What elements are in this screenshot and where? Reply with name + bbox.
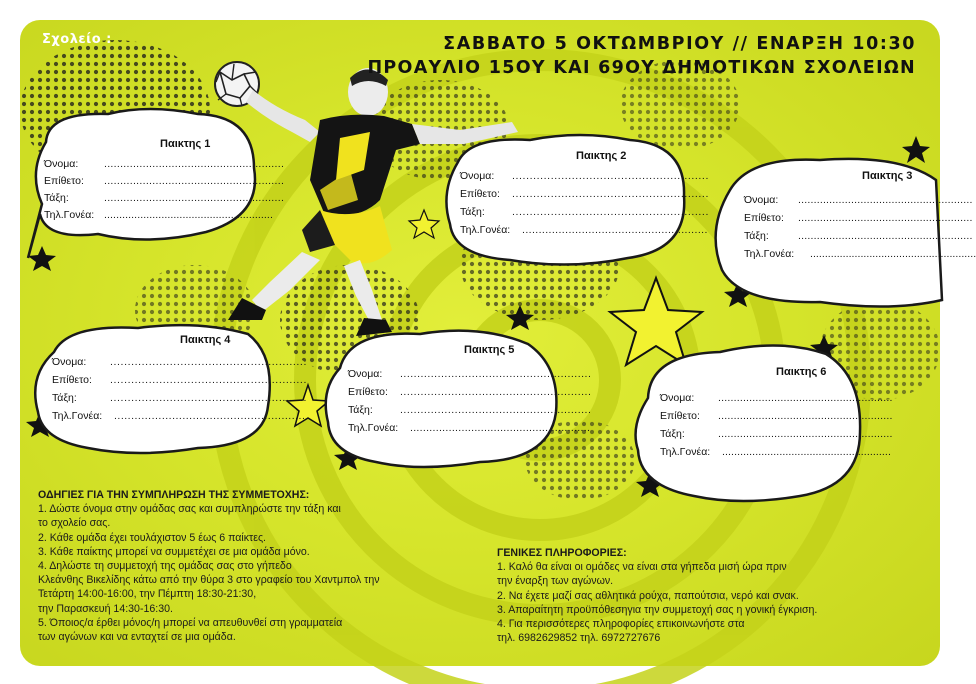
name-field[interactable]: Όνομα: ........................................................ <box>44 158 285 170</box>
class-field[interactable]: Τάξη: ........................................................ <box>744 230 973 242</box>
player-card-2 <box>440 132 709 268</box>
player-card-5 <box>320 320 592 472</box>
general-info-title: ΓΕΝΙΚΕΣ ΠΛΗΡΟΦΟΡΙΕΣ: <box>497 547 627 559</box>
instruction-line: 1. Δώστε όνομα στην ομάδας σας και συμπληρώστε την τάξη και <box>38 503 341 516</box>
instructions-block <box>38 488 468 644</box>
surname-field[interactable]: Επίθετο: ........................................................ <box>460 188 709 200</box>
event-date-time: ΣΑΒΒΑΤΟ 5 ΟΚΤΩΜΒΡΙΟΥ // ΕΝΑΡΞΗ 10:30 <box>443 34 916 54</box>
class-field[interactable]: Τάξη: ........................................................ <box>44 192 285 204</box>
class-field[interactable]: Τάξη: ........................................................ <box>660 428 893 440</box>
class-field[interactable]: Τάξη: ........................................................ <box>52 392 307 404</box>
player-title: Παικτης 2 <box>576 150 627 162</box>
instruction-line: 4. Δηλώστε τη συμμετοχή της ομάδας σας στο γήπεδο <box>38 560 292 573</box>
player-title: Παικτης 3 <box>862 170 913 182</box>
info-line: 4. Για περισσότερες πληροφορίες επικοινωνήστε στα <box>497 618 745 631</box>
speech-bubble-shape <box>440 132 690 268</box>
parent-phone-field[interactable]: Τηλ.Γονέα: ........................................................ <box>44 209 273 221</box>
instruction-line: 5. Όποιος/α έρθει μόνος/η μπορεί να απευθυνθεί στη γραμματεία <box>38 616 343 629</box>
info-line: τηλ. 6982629852 τηλ. 6972727676 <box>497 632 661 645</box>
player-card-6 <box>630 336 893 504</box>
info-line: 3. Απαραίτητη προϋπόθεσηγια την συμμετοχή σας η γονική έγκριση. <box>497 603 818 616</box>
instruction-line: Τετάρτη 14:00-16:00, την Πέμπτη 18:30-21:30, <box>38 588 257 601</box>
instruction-line: Κλεάνθης Βικελίδης κάτω από την θύρα 3 στο γραφείο του Χαντμπολ την <box>38 574 380 587</box>
instruction-line: 2. Κάθε ομάδα έχει τουλάχιστον 5 έως 6 παίκτες. <box>38 531 266 544</box>
name-field[interactable]: Όνομα: ........................................................ <box>744 194 973 206</box>
name-field[interactable]: Όνομα: ........................................................ <box>52 356 307 368</box>
surname-field[interactable]: Επίθετο: ........................................................ <box>44 175 285 187</box>
surname-field[interactable]: Επίθετο: ........................................................ <box>744 212 973 224</box>
parent-phone-field[interactable]: Τηλ.Γονέα: ........................................................ <box>744 248 976 260</box>
instruction-line: το σχολείο σας. <box>38 517 111 530</box>
school-label: Σχολείο : <box>42 32 112 47</box>
info-line: 2. Να έχετε μαζί σας αθλητικά ρούχα, παπούτσια, νερό και σνακ. <box>497 589 799 602</box>
general-info-block <box>497 546 927 645</box>
player-title: Παικτης 1 <box>160 138 211 150</box>
info-line: την έναρξη των αγώνων. <box>497 575 614 588</box>
parent-phone-field[interactable]: Τηλ.Γονέα: ........................................................ <box>348 422 591 434</box>
instruction-line: την Παρασκευή 14:30-16:30. <box>38 602 173 615</box>
player-card-1 <box>28 106 285 244</box>
parent-phone-field[interactable]: Τηλ.Γονέα: ........................................................ <box>660 446 891 458</box>
class-field[interactable]: Τάξη: ........................................................ <box>348 404 592 416</box>
surname-field[interactable]: Επίθετο: ........................................................ <box>348 386 592 398</box>
instruction-line: 3. Κάθε παίκτης μπορεί να συμμετέχει σε μια ομάδα μόνο. <box>38 545 310 558</box>
name-field[interactable]: Όνομα: ........................................................ <box>460 170 709 182</box>
name-field[interactable]: Όνομα: ........................................................ <box>348 368 592 380</box>
player-title: Παικτης 4 <box>180 334 231 346</box>
speech-bubble-shape <box>28 316 278 458</box>
player-title: Παικτης 5 <box>464 344 515 356</box>
class-field[interactable]: Τάξη: ........................................................ <box>460 206 709 218</box>
name-field[interactable]: Όνομα: ........................................................ <box>660 392 893 404</box>
event-location: ΠΡΟΑΥΛΙΟ 15ΟΥ ΚΑΙ 69ΟΥ ΔΗΜΟΤΙΚΩΝ ΣΧΟΛΕΙΩΝ <box>367 58 916 78</box>
parent-phone-field[interactable]: Τηλ.Γονέα: ........................................................ <box>52 410 306 422</box>
info-line: 1. Καλό θα είναι οι ομάδες να είναι στα γήπεδα μισή ώρα πριν <box>497 561 787 574</box>
surname-field[interactable]: Επίθετο: ........................................................ <box>660 410 893 422</box>
player-card-3 <box>710 150 976 310</box>
poster <box>20 20 976 666</box>
player-card-4 <box>28 316 307 458</box>
instruction-line: των αγώνων και να ενταχτεί σε μια ομάδα. <box>38 631 236 644</box>
parent-phone-field[interactable]: Τηλ.Γονέα: ........................................................ <box>460 224 708 236</box>
player-title: Παικτης 6 <box>776 366 827 378</box>
instructions-title: ΟΔΗΓΙΕΣ ΓΙΑ ΤΗΝ ΣΥΜΠΛΗΡΩΣΗ ΤΗΣ ΣΥΜΜΕΤΟΧΗΣ: <box>38 489 310 501</box>
surname-field[interactable]: Επίθετο: ........................................................ <box>52 374 307 386</box>
